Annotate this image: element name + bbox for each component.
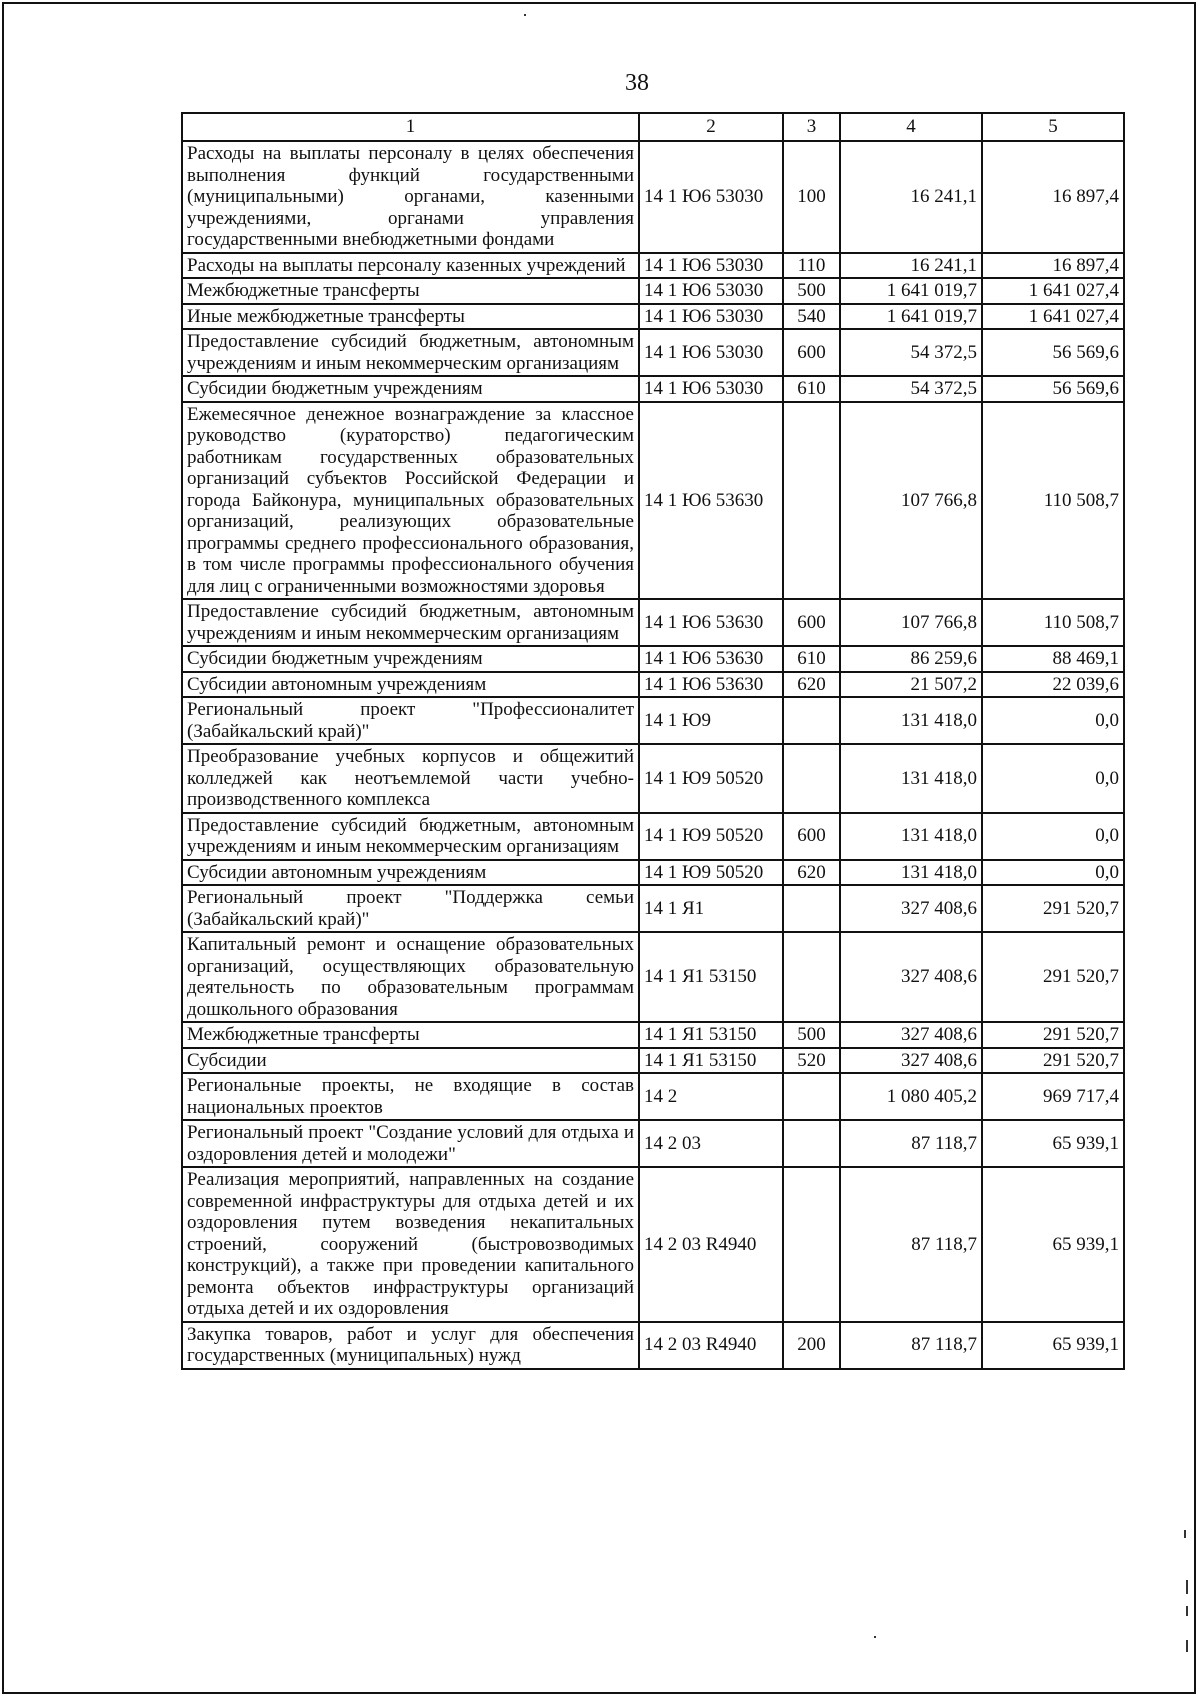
- amount-col-4: 16 241,1: [840, 253, 982, 279]
- expense-type: 620: [783, 672, 840, 698]
- item-name: Межбюджетные трансферты: [182, 1022, 639, 1048]
- table-row: [182, 1120, 1124, 1167]
- item-name: Реализация мероприятий, направленных на создание современной инфраструктуры для отдыха детей и их оздоровления путем возведения некапитальных строений, сооружений (быстровозводимых конструкций), а также при проведении капитального ремонта объектов инфраструктуры организаций отдыха детей и их оздоровления: [182, 1167, 639, 1322]
- expense-type: 610: [783, 376, 840, 402]
- table-row: [182, 253, 1124, 279]
- amount-col-5: 1 641 027,4: [982, 278, 1124, 304]
- amount-col-5: 16 897,4: [982, 253, 1124, 279]
- item-name: Закупка товаров, работ и услуг для обеспечения государственных (муниципальных) нужд: [182, 1322, 639, 1369]
- item-name: Субсидии бюджетным учреждениям: [182, 646, 639, 672]
- scan-mark: [874, 1636, 876, 1638]
- target-code: 14 1 Ю6 53030: [639, 253, 783, 279]
- amount-col-4: 327 408,6: [840, 1048, 982, 1074]
- target-code: 14 2 03 R4940: [639, 1322, 783, 1369]
- expense-type: 200: [783, 1322, 840, 1369]
- page-number: 38: [625, 70, 649, 96]
- amount-col-4: 327 408,6: [840, 932, 982, 1022]
- target-code: 14 1 Ю9: [639, 697, 783, 744]
- amount-col-5: 0,0: [982, 860, 1124, 886]
- item-name: Субсидии бюджетным учреждениям: [182, 376, 639, 402]
- amount-col-4: 16 241,1: [840, 141, 982, 253]
- amount-col-5: 110 508,7: [982, 402, 1124, 600]
- expense-type: 600: [783, 599, 840, 646]
- expense-type: 500: [783, 278, 840, 304]
- item-name: Предоставление субсидий бюджетным, автономным учреждениям и иным некоммерческим организациям: [182, 813, 639, 860]
- amount-col-4: 1 641 019,7: [840, 278, 982, 304]
- amount-col-4: 21 507,2: [840, 672, 982, 698]
- item-name: Региональные проекты, не входящие в состав национальных проектов: [182, 1073, 639, 1120]
- table-row: [182, 1322, 1124, 1369]
- expense-type: 500: [783, 1022, 840, 1048]
- column-header: 4: [840, 113, 982, 141]
- scan-mark: [1186, 1580, 1188, 1594]
- amount-col-4: 86 259,6: [840, 646, 982, 672]
- expense-type: 520: [783, 1048, 840, 1074]
- amount-col-4: 1 641 019,7: [840, 304, 982, 330]
- target-code: 14 1 Ю6 53630: [639, 402, 783, 600]
- amount-col-4: 107 766,8: [840, 402, 982, 600]
- item-name: Иные межбюджетные трансферты: [182, 304, 639, 330]
- header-row: [182, 113, 1124, 141]
- target-code: 14 1 Я1 53150: [639, 1048, 783, 1074]
- amount-col-5: 56 569,6: [982, 376, 1124, 402]
- item-name: Расходы на выплаты персоналу в целях обеспечения выполнения функций государственными (муниципальными) органами, казенными учреждениями, органами управления государственными внебюджетными фондами: [182, 141, 639, 253]
- table-row: [182, 1073, 1124, 1120]
- target-code: 14 1 Ю6 53030: [639, 141, 783, 253]
- amount-col-4: 327 408,6: [840, 885, 982, 932]
- amount-col-4: 54 372,5: [840, 329, 982, 376]
- target-code: 14 1 Ю6 53030: [639, 304, 783, 330]
- item-name: Межбюджетные трансферты: [182, 278, 639, 304]
- target-code: 14 2 03 R4940: [639, 1167, 783, 1322]
- expense-type: 540: [783, 304, 840, 330]
- column-header: 1: [182, 113, 639, 141]
- scan-mark: [1186, 1640, 1188, 1652]
- budget-table: [181, 112, 1125, 1370]
- table-row: [182, 278, 1124, 304]
- expense-type: 110: [783, 253, 840, 279]
- column-header: 3: [783, 113, 840, 141]
- amount-col-5: 0,0: [982, 813, 1124, 860]
- amount-col-4: 131 418,0: [840, 744, 982, 813]
- target-code: 14 1 Я1: [639, 885, 783, 932]
- amount-col-4: 107 766,8: [840, 599, 982, 646]
- table-row: [182, 304, 1124, 330]
- item-name: Расходы на выплаты персоналу казенных учреждений: [182, 253, 639, 279]
- table-row: [182, 697, 1124, 744]
- amount-col-4: 131 418,0: [840, 697, 982, 744]
- expense-type: [783, 1120, 840, 1167]
- item-name: Субсидии автономным учреждениям: [182, 860, 639, 886]
- amount-col-5: 56 569,6: [982, 329, 1124, 376]
- amount-col-4: 87 118,7: [840, 1167, 982, 1322]
- item-name: Предоставление субсидий бюджетным, автономным учреждениям и иным некоммерческим организациям: [182, 599, 639, 646]
- scan-mark: [1186, 1606, 1188, 1616]
- table-row: [182, 599, 1124, 646]
- target-code: 14 2 03: [639, 1120, 783, 1167]
- target-code: 14 1 Ю6 53030: [639, 376, 783, 402]
- item-name: Капитальный ремонт и оснащение образовательных организаций, осуществляющих образовательную деятельность по образовательным программам дошкольного образования: [182, 932, 639, 1022]
- scan-mark: [524, 14, 526, 16]
- target-code: 14 1 Ю9 50520: [639, 860, 783, 886]
- amount-col-5: 969 717,4: [982, 1073, 1124, 1120]
- amount-col-5: 16 897,4: [982, 141, 1124, 253]
- amount-col-5: 88 469,1: [982, 646, 1124, 672]
- target-code: 14 1 Ю6 53630: [639, 646, 783, 672]
- amount-col-4: 131 418,0: [840, 813, 982, 860]
- amount-col-5: 65 939,1: [982, 1322, 1124, 1369]
- expense-type: 600: [783, 329, 840, 376]
- expense-type: [783, 1073, 840, 1120]
- table-row: [182, 1167, 1124, 1322]
- expense-type: [783, 744, 840, 813]
- table-row: [182, 932, 1124, 1022]
- item-name: Преобразование учебных корпусов и общежитий колледжей как неотъемлемой части учебно-производственного комплекса: [182, 744, 639, 813]
- amount-col-4: 327 408,6: [840, 1022, 982, 1048]
- amount-col-4: 131 418,0: [840, 860, 982, 886]
- expense-type: [783, 932, 840, 1022]
- expense-type: 100: [783, 141, 840, 253]
- amount-col-4: 1 080 405,2: [840, 1073, 982, 1120]
- expense-type: 610: [783, 646, 840, 672]
- table-row: [182, 885, 1124, 932]
- expense-type: [783, 885, 840, 932]
- target-code: 14 1 Я1 53150: [639, 932, 783, 1022]
- column-header: 2: [639, 113, 783, 141]
- table-row: [182, 744, 1124, 813]
- amount-col-4: 87 118,7: [840, 1322, 982, 1369]
- item-name: Региональный проект "Создание условий для отдыха и оздоровления детей и молодежи": [182, 1120, 639, 1167]
- amount-col-4: 54 372,5: [840, 376, 982, 402]
- table-row: [182, 141, 1124, 253]
- target-code: 14 1 Ю6 53630: [639, 599, 783, 646]
- table-body: [182, 141, 1124, 1369]
- target-code: 14 1 Ю6 53630: [639, 672, 783, 698]
- amount-col-5: 291 520,7: [982, 932, 1124, 1022]
- table-row: [182, 860, 1124, 886]
- expense-type: 620: [783, 860, 840, 886]
- item-name: Субсидии автономным учреждениям: [182, 672, 639, 698]
- amount-col-5: 1 641 027,4: [982, 304, 1124, 330]
- table-row: [182, 329, 1124, 376]
- expense-type: 600: [783, 813, 840, 860]
- item-name: Региональный проект "Профессионалитет (Забайкальский край)": [182, 697, 639, 744]
- expense-type: [783, 697, 840, 744]
- item-name: Региональный проект "Поддержка семьи (Забайкальский край)": [182, 885, 639, 932]
- amount-col-5: 65 939,1: [982, 1167, 1124, 1322]
- item-name: Ежемесячное денежное вознаграждение за классное руководство (кураторство) педагогическим работникам государственных образовательных организаций субъектов Российской Федерации и города Байконура, муниципальных образовательных организаций, реализующих образовательные программы среднего профессионального образования, в том числе программы профессионального обучения для лиц с ограниченными возможностями здоровья: [182, 402, 639, 600]
- expense-type: [783, 1167, 840, 1322]
- amount-col-5: 0,0: [982, 697, 1124, 744]
- amount-col-5: 22 039,6: [982, 672, 1124, 698]
- target-code: 14 1 Ю6 53030: [639, 278, 783, 304]
- amount-col-4: 87 118,7: [840, 1120, 982, 1167]
- amount-col-5: 110 508,7: [982, 599, 1124, 646]
- amount-col-5: 291 520,7: [982, 1048, 1124, 1074]
- table-row: [182, 672, 1124, 698]
- amount-col-5: 291 520,7: [982, 885, 1124, 932]
- target-code: 14 1 Ю9 50520: [639, 744, 783, 813]
- expense-type: [783, 402, 840, 600]
- table-row: [182, 402, 1124, 600]
- target-code: 14 1 Я1 53150: [639, 1022, 783, 1048]
- amount-col-5: 65 939,1: [982, 1120, 1124, 1167]
- table-row: [182, 1022, 1124, 1048]
- amount-col-5: 291 520,7: [982, 1022, 1124, 1048]
- table-row: [182, 1048, 1124, 1074]
- target-code: 14 1 Ю6 53030: [639, 329, 783, 376]
- item-name: Субсидии: [182, 1048, 639, 1074]
- table-row: [182, 813, 1124, 860]
- target-code: 14 2: [639, 1073, 783, 1120]
- table-row: [182, 376, 1124, 402]
- target-code: 14 1 Ю9 50520: [639, 813, 783, 860]
- table-row: [182, 646, 1124, 672]
- amount-col-5: 0,0: [982, 744, 1124, 813]
- column-header: 5: [982, 113, 1124, 141]
- scan-mark: [1184, 1530, 1186, 1538]
- item-name: Предоставление субсидий бюджетным, автономным учреждениям и иным некоммерческим организациям: [182, 329, 639, 376]
